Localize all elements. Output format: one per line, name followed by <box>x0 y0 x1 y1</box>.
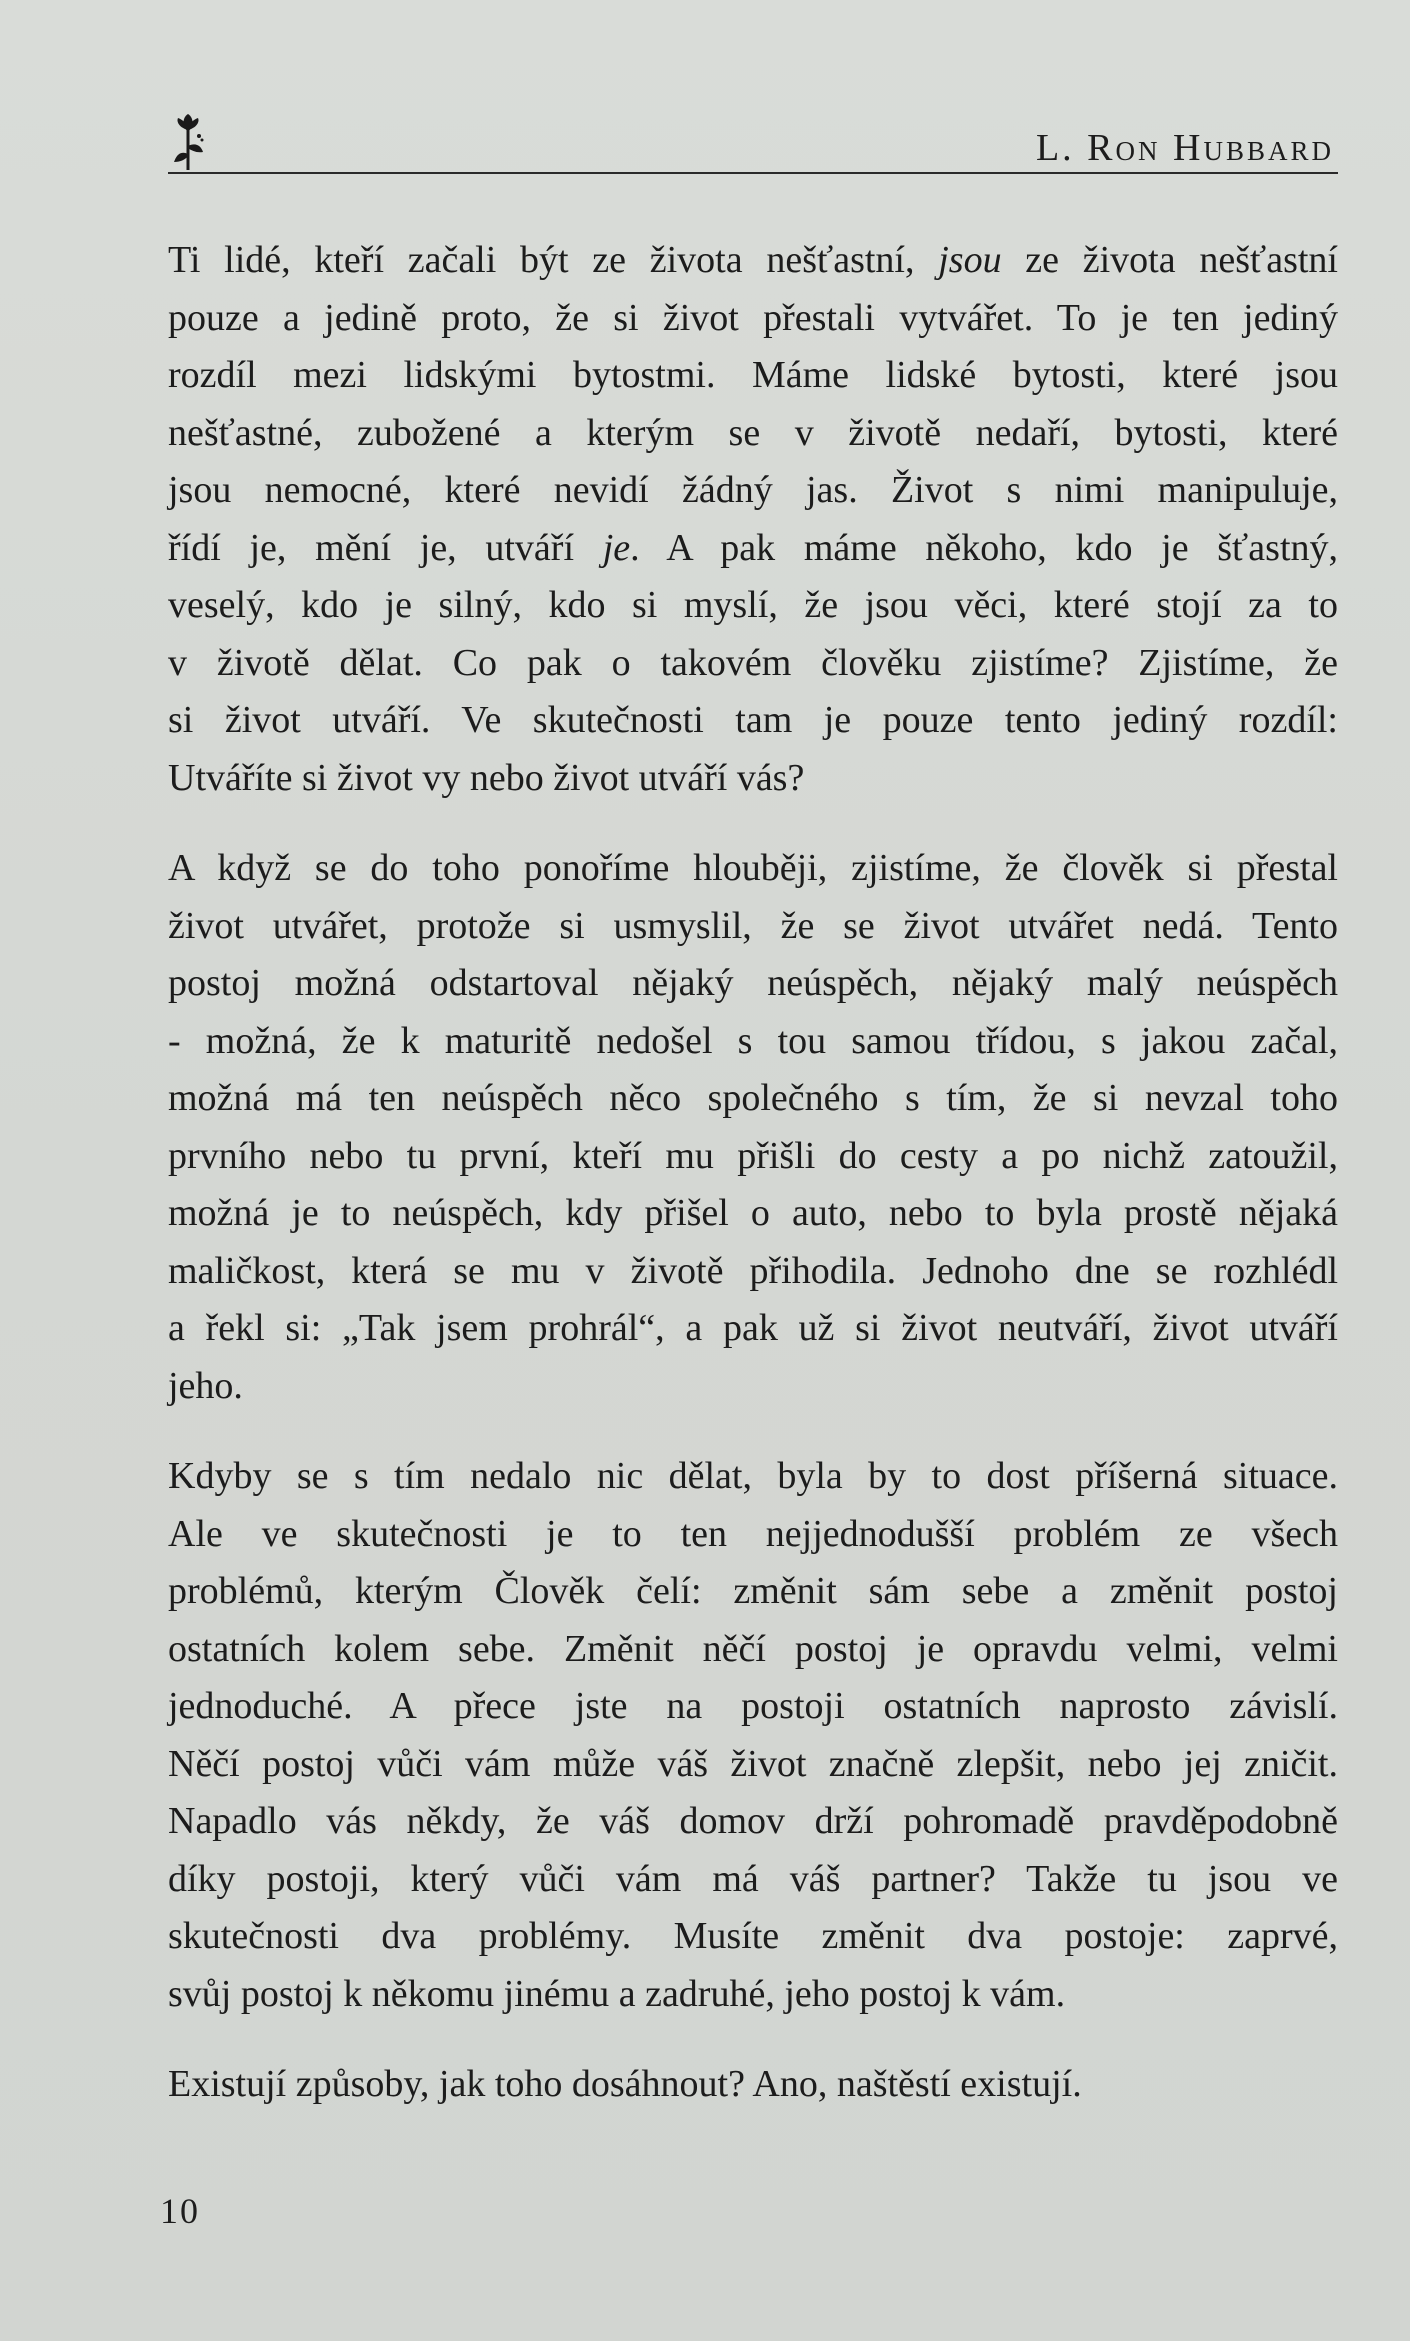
text-line <box>168 232 1338 290</box>
text-line <box>168 2056 1338 2114</box>
running-head-author: L. Ron Hubbard <box>1035 127 1334 169</box>
text-segment: pouze a jedině proto, že si život přestali vytvářet. To je ten jediný <box>168 296 1338 339</box>
text-line <box>168 290 1338 348</box>
text-line <box>168 955 1338 1013</box>
text-line <box>168 405 1338 463</box>
text-line <box>168 1300 1338 1358</box>
text-segment: jednoduché. A přece jste na postoji ostatních naprosto závislí. <box>168 1685 1338 1727</box>
text-segment: veselý, kdo je silný, kdo si myslí, že jsou věci, které stojí za to <box>168 584 1338 626</box>
page-header <box>168 110 1338 174</box>
text-line <box>168 1908 1338 1966</box>
paragraph <box>168 232 1338 807</box>
text-segment: možná je to neúspěch, kdy přišel o auto, nebo to byla prostě nějaká <box>168 1192 1338 1234</box>
text-line <box>168 840 1338 898</box>
text-segment: A když se do toho ponoříme hlouběji, zjistíme, že člověk si přestal <box>168 847 1338 889</box>
text-segment: Existují způsoby, jak toho dosáhnout? Ano, naštěstí existují. <box>168 2063 1082 2105</box>
text-segment: v životě dělat. Co pak o takovém člověku zjistíme? Zjistíme, že <box>168 641 1338 684</box>
text-line <box>168 1506 1338 1564</box>
text-line <box>168 1793 1338 1851</box>
text-line <box>168 1678 1338 1736</box>
text-segment: život utvářet, protože si usmyslil, že se život utvářet nedá. Tento <box>168 904 1338 947</box>
text-segment: díky postoji, který vůči vám má váš partner? Takže tu jsou ve <box>168 1857 1338 1900</box>
emphasis-text: jsou <box>938 239 1002 281</box>
text-segment: si život utváří. Ve skutečnosti tam je pouze tento jediný rozdíl: <box>168 699 1338 741</box>
paragraph <box>168 840 1338 1415</box>
text-segment: postoj možná odstartoval nějaký neúspěch, nějaký malý neúspěch <box>168 962 1338 1004</box>
emphasis-text: je <box>602 526 631 569</box>
text-segment: Utváříte si život vy nebo život utváří vás? <box>168 756 805 799</box>
flower-ornament-icon <box>168 110 208 172</box>
text-line <box>168 750 1338 808</box>
text-segment: skutečnosti dva problémy. Musíte změnit dva postoje: zaprvé, <box>168 1915 1338 1957</box>
text-line <box>168 635 1338 693</box>
text-line <box>168 520 1338 578</box>
body-text <box>168 232 1338 2114</box>
text-segment: a řekl si: „Tak jsem prohrál“, a pak už si život neutváří, život utváří <box>168 1307 1338 1349</box>
text-segment: - možná, že k maturitě nedošel s tou samou třídou, s jakou začal, <box>168 1019 1338 1062</box>
text-line <box>168 1448 1338 1506</box>
text-segment: rozdíl mezi lidskými bytostmi. Máme lidské bytosti, které jsou <box>168 354 1338 396</box>
text-segment: Kdyby se s tím nedalo nic dělat, byla by to dost příšerná situace. <box>168 1455 1338 1497</box>
text-segment: problémů, kterým Člověk čelí: změnit sám sebe a změnit postoj <box>168 1570 1338 1612</box>
text-segment: Ti lidé, kteří začali být ze života nešťastní, <box>168 239 939 281</box>
page-number: 10 <box>160 2191 200 2231</box>
text-line <box>168 1070 1338 1128</box>
text-segment: prvního nebo tu první, kteří mu přišli do cesty a po nichž zatoužil, <box>168 1134 1338 1177</box>
text-line <box>168 1563 1338 1621</box>
text-segment: ostatních kolem sebe. Změnit něčí postoj je opravdu velmi, velmi <box>168 1627 1338 1670</box>
text-line <box>168 347 1338 405</box>
text-line <box>168 1013 1338 1071</box>
paragraph <box>168 2056 1338 2114</box>
text-line <box>168 1851 1338 1909</box>
header-rule <box>168 172 1338 174</box>
text-line <box>168 1243 1338 1301</box>
text-line <box>168 1128 1338 1186</box>
text-segment: Ale ve skutečnosti je to ten nejjednodušší problém ze všech <box>168 1512 1338 1555</box>
text-line <box>168 1621 1338 1679</box>
text-line <box>168 1966 1338 2024</box>
text-line <box>168 462 1338 520</box>
text-line <box>168 898 1338 956</box>
text-line <box>168 1358 1338 1416</box>
text-line <box>168 577 1338 635</box>
text-segment: ze života nešťastní <box>1001 239 1338 281</box>
text-segment: Něčí postoj vůči vám může váš život značně zlepšit, nebo jej zničit. <box>168 1742 1338 1785</box>
text-segment: . A pak máme někoho, kdo je šťastný, <box>630 526 1339 569</box>
text-segment: Napadlo vás někdy, že váš domov drží pohromadě pravděpodobně <box>168 1800 1338 1842</box>
text-segment: možná má ten neúspěch něco společného s tím, že si nevzal toho <box>168 1077 1338 1119</box>
text-segment: jsou nemocné, které nevidí žádný jas. Život s nimi manipuluje, <box>168 469 1338 511</box>
paragraph <box>168 1448 1338 2023</box>
text-segment: řídí je, mění je, utváří <box>168 526 603 569</box>
text-segment: nešťastné, zubožené a kterým se v životě nedaří, bytosti, které <box>168 411 1338 454</box>
text-segment: maličkost, která se mu v životě přihodila. Jednoho dne se rozhlédl <box>168 1249 1338 1292</box>
text-line <box>168 692 1338 750</box>
text-line <box>168 1736 1338 1794</box>
text-segment: svůj postoj k někomu jinému a zadruhé, jeho postoj k vám. <box>168 1972 1066 2015</box>
text-segment: jeho. <box>168 1364 243 1407</box>
text-line <box>168 1185 1338 1243</box>
